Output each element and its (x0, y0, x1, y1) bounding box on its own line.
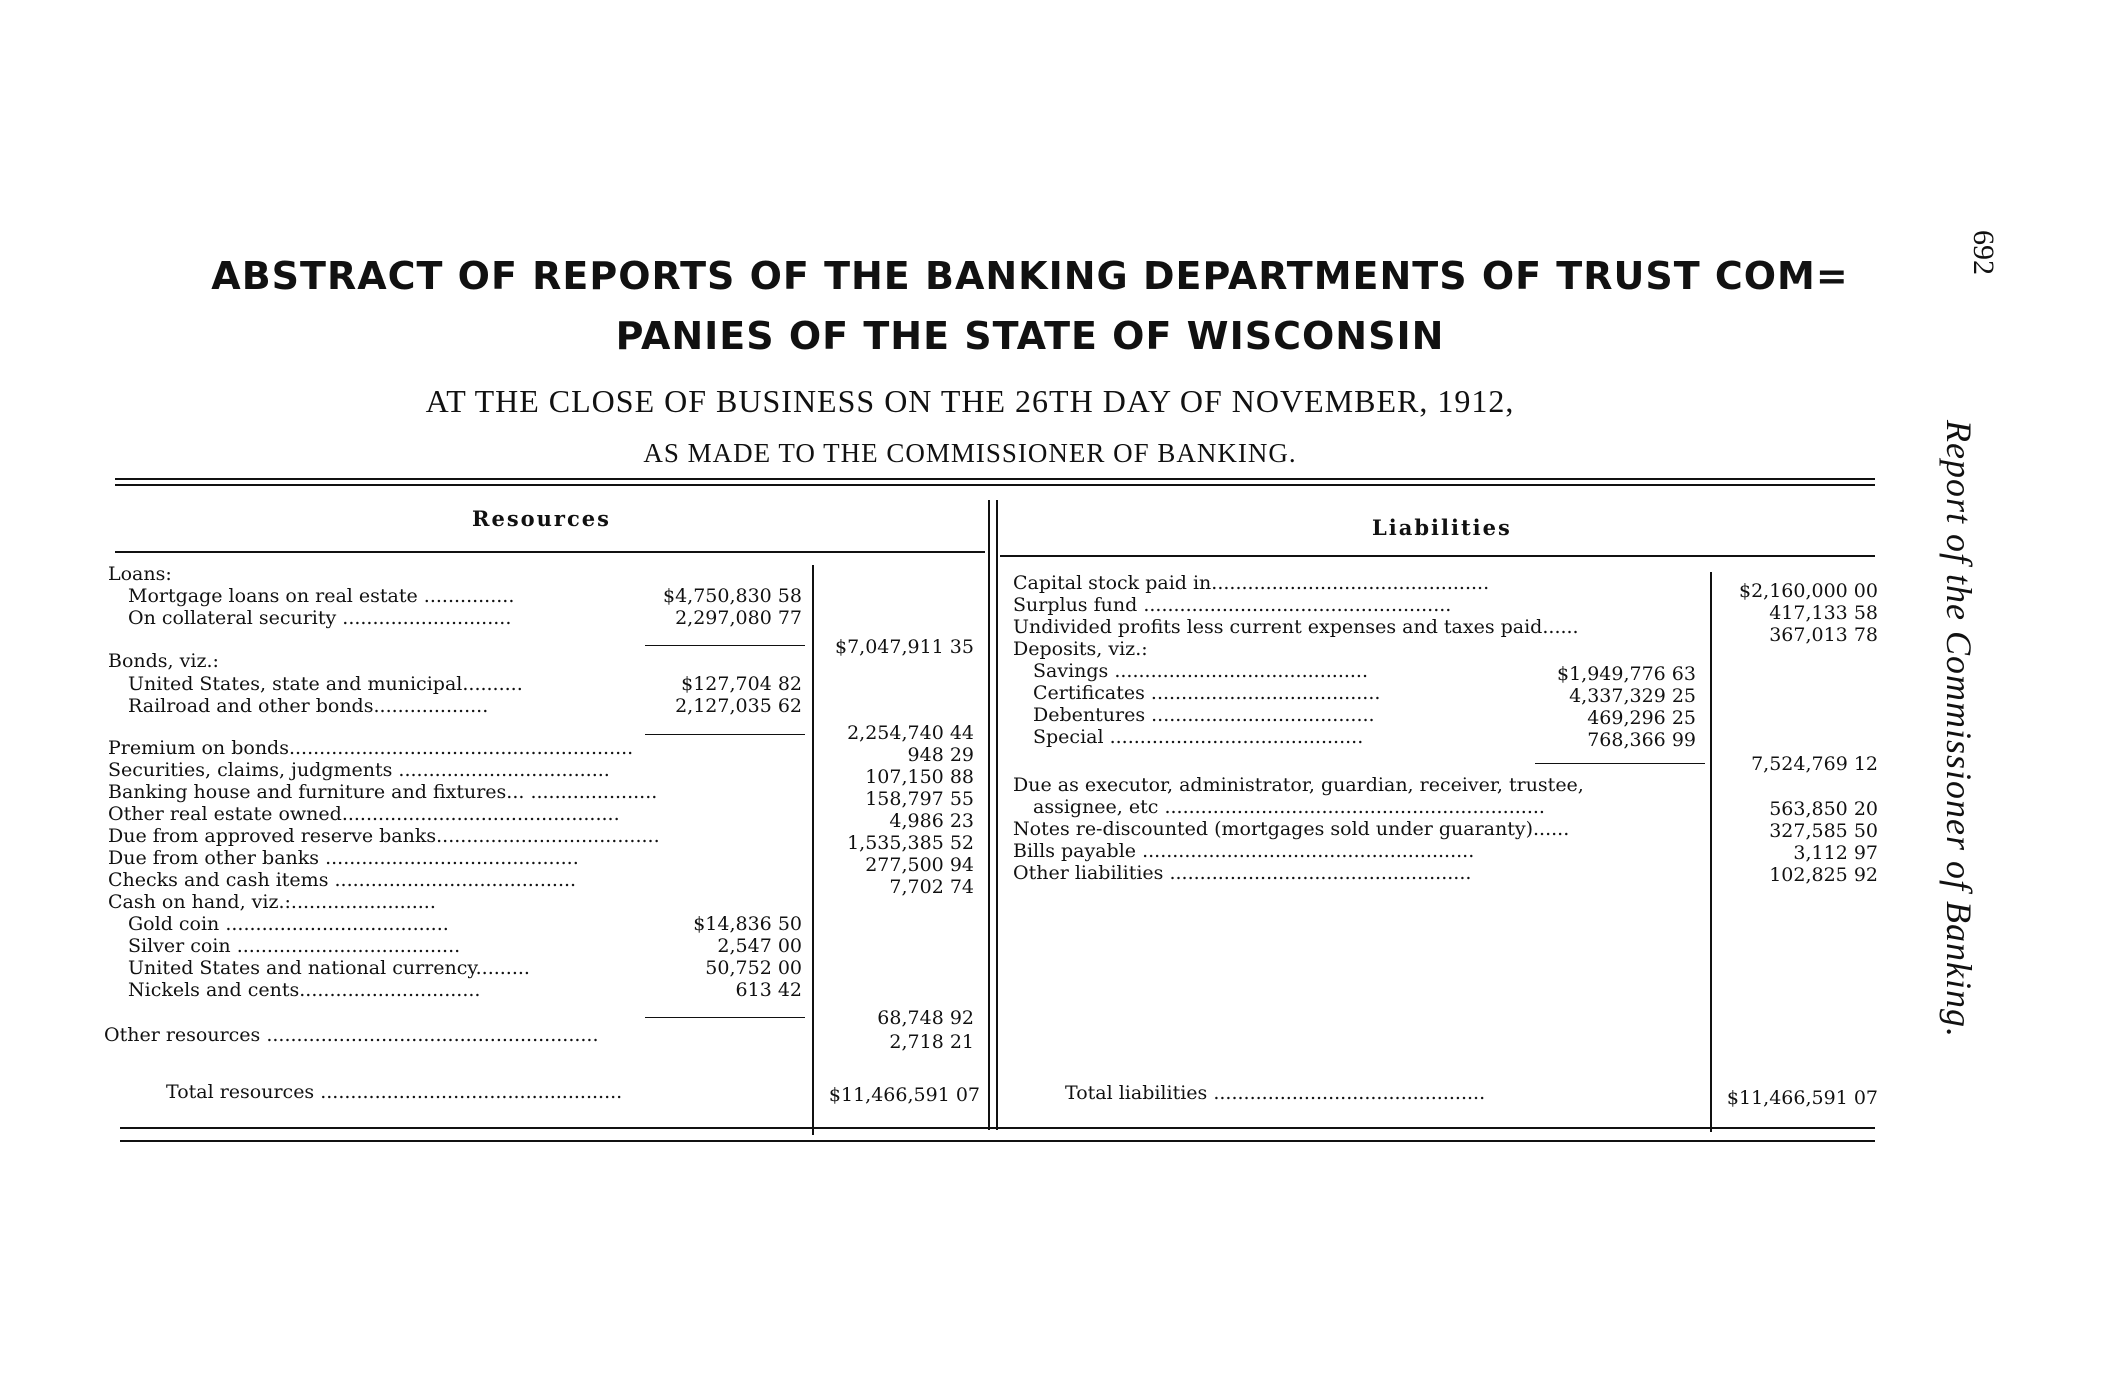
table-top-rule (115, 478, 1875, 480)
notes-rediscounted-text: Notes re-discounted (mortgages sold under guaranty) (1013, 818, 1534, 840)
due-reserve-text: Due from approved reserve banks (108, 825, 437, 847)
banking-house-label: Banking house and furniture and fixtures... ..................... (108, 781, 658, 803)
savings-label: Savings .......................................... (1033, 660, 1369, 682)
gold-coin-text: Gold coin (128, 913, 220, 935)
cash-subtotal-rule (645, 1017, 805, 1018)
deposits-label: Deposits, viz.: (1013, 638, 1148, 660)
executor-label-cont: assignee, etc ............................................................... (1033, 796, 1545, 818)
nickels-text: Nickels and cents (128, 979, 300, 1001)
due-other-banks-value: 277,500 94 (865, 854, 974, 876)
executor-cont-text: assignee, etc (1033, 796, 1159, 818)
due-reserve-value: 1,535,385 52 (847, 832, 974, 854)
other-real-estate-text: Other real estate owned (108, 803, 342, 825)
table-bottom-rule (120, 1127, 1875, 1129)
capital-stock-label: Capital stock paid in.............................................. (1013, 572, 1490, 594)
bonds-total-value: 2,254,740 44 (847, 722, 974, 744)
capital-stock-value: $2,160,000 00 (1738, 580, 1878, 602)
notes-rediscounted-value: 327,585 50 (1769, 820, 1878, 842)
subtitle-commissioner: AS MADE TO THE COMMISSIONER OF BANKING. (643, 438, 1297, 468)
certificates-label: Certificates ...................................... (1033, 682, 1381, 704)
bonds-subtotal-rule (645, 734, 805, 735)
undivided-profits-value: 367,013 78 (1769, 624, 1878, 646)
savings-value: $1,949,776 63 (1556, 663, 1696, 685)
silver-coin-label: Silver coin ..................................... (128, 935, 461, 957)
other-liabilities-value: 102,825 92 (1769, 864, 1878, 886)
securities-text: Securities, claims, judgments (108, 759, 393, 781)
cash-total-value: 68,748 92 (877, 1007, 974, 1029)
other-resources-text: Other resources (104, 1024, 261, 1046)
table-top-rule-2 (115, 484, 1875, 486)
other-real-estate-value: 4,986 23 (889, 810, 974, 832)
collateral-value: 2,297,080 77 (675, 607, 802, 629)
undivided-profits-label: Undivided profits less current expenses and taxes paid...... (1013, 616, 1579, 638)
surplus-fund-label: Surplus fund ................................................... (1013, 594, 1452, 616)
total-liabilities-label: Total liabilities ............................................. (1065, 1082, 1486, 1104)
special-label: Special .......................................... (1033, 726, 1364, 748)
silver-coin-value: 2,547 00 (717, 935, 802, 957)
currency-text: United States and national currency (128, 957, 476, 979)
deposits-subtotal-rule (1535, 763, 1705, 764)
nickels-label: Nickels and cents.............................. (128, 979, 481, 1001)
bills-payable-label: Bills payable ....................................................... (1013, 840, 1475, 862)
due-reserve-label: Due from approved reserve banks..................................... (108, 825, 660, 847)
other-liabilities-label: Other liabilities .................................................. (1013, 862, 1472, 884)
center-divider-left (988, 500, 990, 1130)
running-head: Report of the Commissioner of Banking. (1939, 420, 1979, 1038)
liabilities-total-column-rule (1710, 572, 1712, 1132)
mortgage-loans-text: Mortgage loans on real estate (128, 585, 418, 607)
securities-value: 107,150 88 (865, 766, 974, 788)
mortgage-loans-label: Mortgage loans on real estate ............... (128, 585, 515, 607)
premium-text: Premium on bonds (108, 737, 289, 759)
us-bonds-label: United States, state and municipal.......... (128, 673, 523, 695)
bills-payable-text: Bills payable (1013, 840, 1137, 862)
deposits-total-value: 7,524,769 12 (1751, 753, 1878, 775)
currency-value: 50,752 00 (705, 957, 802, 979)
us-bonds-value: $127,704 82 (681, 673, 802, 695)
resources-heading: Resources (472, 506, 611, 531)
railroad-bonds-label: Railroad and other bonds................... (128, 695, 489, 717)
due-other-banks-text: Due from other banks (108, 847, 320, 869)
premium-value: 948 29 (907, 744, 974, 766)
page-number: 692 (1967, 230, 2000, 275)
executor-label: Due as executor, administrator, guardian, receiver, trustee, (1013, 774, 1584, 796)
total-resources-label: Total resources .................................................. (166, 1081, 623, 1103)
cash-on-hand-text: Cash on hand, viz.: (108, 891, 291, 913)
total-liabilities-value: $11,466,591 07 (1726, 1087, 1878, 1109)
resources-total-column-rule (812, 565, 814, 1135)
currency-label: United States and national currency......... (128, 957, 530, 979)
savings-text: Savings (1033, 660, 1109, 682)
banking-house-value: 158,797 55 (865, 788, 974, 810)
cash-on-hand-label: Cash on hand, viz.:........................ (108, 891, 436, 913)
undivided-profits-text: Undivided profits less current expenses and taxes paid (1013, 616, 1543, 638)
due-other-banks-label: Due from other banks .......................................... (108, 847, 579, 869)
loans-total-value: $7,047,911 35 (834, 636, 974, 658)
liabilities-header-rule (1000, 555, 1875, 557)
banking-house-text: Banking house and furniture and fixtures (108, 781, 507, 803)
mortgage-loans-value: $4,750,830 58 (662, 585, 802, 607)
checks-label: Checks and cash items ........................................ (108, 869, 577, 891)
total-liabilities-text: Total liabilities (1065, 1082, 1208, 1104)
securities-label: Securities, claims, judgments ................................... (108, 759, 610, 781)
special-text: Special (1033, 726, 1104, 748)
bonds-label: Bonds, viz.: (108, 650, 219, 672)
collateral-label: On collateral security ............................ (128, 607, 512, 629)
certificates-value: 4,337,329 25 (1569, 685, 1696, 707)
checks-text: Checks and cash items (108, 869, 329, 891)
page-title-line-1: ABSTRACT OF REPORTS OF THE BANKING DEPARTMENTS OF TRUST COM= (211, 254, 1849, 298)
loans-label: Loans: (108, 563, 172, 585)
capital-stock-text: Capital stock paid in (1013, 572, 1212, 594)
premium-label: Premium on bonds......................................................... (108, 737, 634, 759)
other-resources-value: 2,718 21 (889, 1031, 974, 1053)
debentures-text: Debentures (1033, 704, 1146, 726)
total-resources-text: Total resources (166, 1081, 315, 1103)
surplus-fund-value: 417,133 58 (1769, 602, 1878, 624)
special-value: 768,366 99 (1587, 729, 1696, 751)
notes-rediscounted-label: Notes re-discounted (mortgages sold under guaranty)...... (1013, 818, 1570, 840)
total-resources-value: $11,466,591 07 (828, 1084, 980, 1106)
bills-payable-value: 3,112 97 (1793, 842, 1878, 864)
other-real-estate-label: Other real estate owned.............................................. (108, 803, 620, 825)
nickels-value: 613 42 (735, 979, 802, 1001)
center-divider-right (996, 500, 998, 1130)
railroad-bonds-text: Railroad and other bonds (128, 695, 374, 717)
other-resources-label: Other resources ....................................................... (104, 1024, 599, 1046)
checks-value: 7,702 74 (889, 876, 974, 898)
subtitle-date: AT THE CLOSE OF BUSINESS ON THE 26TH DAY OF NOVEMBER, 1912, (425, 383, 1515, 419)
other-liabilities-text: Other liabilities (1013, 862, 1164, 884)
loans-subtotal-rule (645, 645, 805, 646)
debentures-label: Debentures ..................................... (1033, 704, 1375, 726)
gold-coin-value: $14,836 50 (693, 913, 802, 935)
liabilities-heading: Liabilities (1372, 515, 1512, 540)
page-title-line-2: PANIES OF THE STATE OF WISCONSIN (615, 314, 1445, 358)
resources-header-rule (115, 551, 985, 553)
debentures-value: 469,296 25 (1587, 707, 1696, 729)
silver-coin-text: Silver coin (128, 935, 231, 957)
table-bottom-rule-2 (120, 1140, 1875, 1142)
railroad-bonds-value: 2,127,035 62 (675, 695, 802, 717)
collateral-text: On collateral security (128, 607, 337, 629)
surplus-fund-text: Surplus fund (1013, 594, 1138, 616)
gold-coin-label: Gold coin ..................................... (128, 913, 449, 935)
executor-value: 563,850 20 (1769, 798, 1878, 820)
us-bonds-text: United States, state and municipal (128, 673, 463, 695)
certificates-text: Certificates (1033, 682, 1145, 704)
